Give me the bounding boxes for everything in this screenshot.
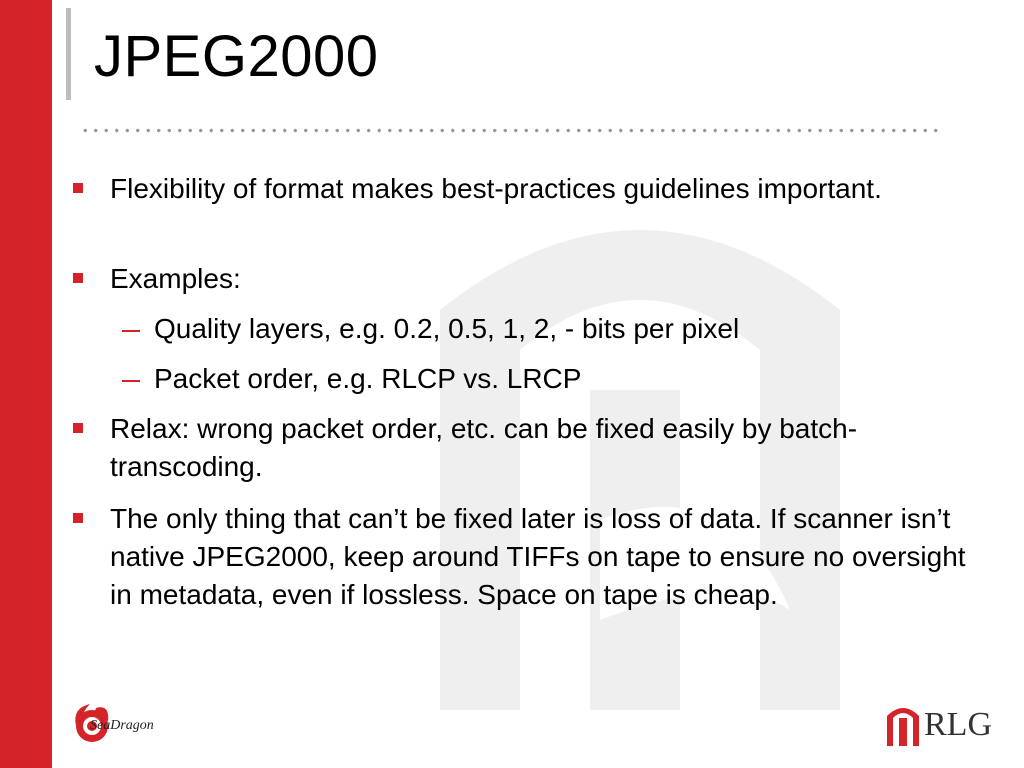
bullet-item: Flexibility of format makes best-practices guidelines important. bbox=[110, 173, 882, 204]
sub-bullet-item: Quality layers, e.g. 0.2, 0.5, 1, 2, - bits per pixel bbox=[154, 313, 740, 344]
bullet-item: The only thing that can’t be fixed later is loss of data. If scanner isn’t native JPEG2000, keep around TIFFs on tape to ensure no oversight in metadata, even if lossless. Space on tape is cheap. bbox=[110, 503, 966, 610]
seadragon-wordmark: SeaDragon bbox=[90, 718, 154, 733]
bullet-square-icon bbox=[73, 273, 83, 283]
rlg-icon bbox=[885, 704, 921, 748]
sub-bullet-dash-icon bbox=[122, 380, 140, 382]
bullet-square-icon bbox=[73, 183, 83, 193]
rlg-wordmark: RLG bbox=[924, 706, 992, 743]
slide-title: JPEG2000 bbox=[94, 24, 379, 89]
bullet-square-icon bbox=[73, 423, 83, 433]
bullet-item: Relax: wrong packet order, etc. can be fixed easily by batch-transcoding. bbox=[110, 413, 858, 482]
bullet-item: Examples: bbox=[110, 263, 241, 294]
sub-bullet-item: Packet order, e.g. RLCP vs. LRCP bbox=[154, 363, 582, 394]
sub-bullet-dash-icon bbox=[122, 330, 140, 332]
bullet-square-icon bbox=[73, 513, 83, 523]
